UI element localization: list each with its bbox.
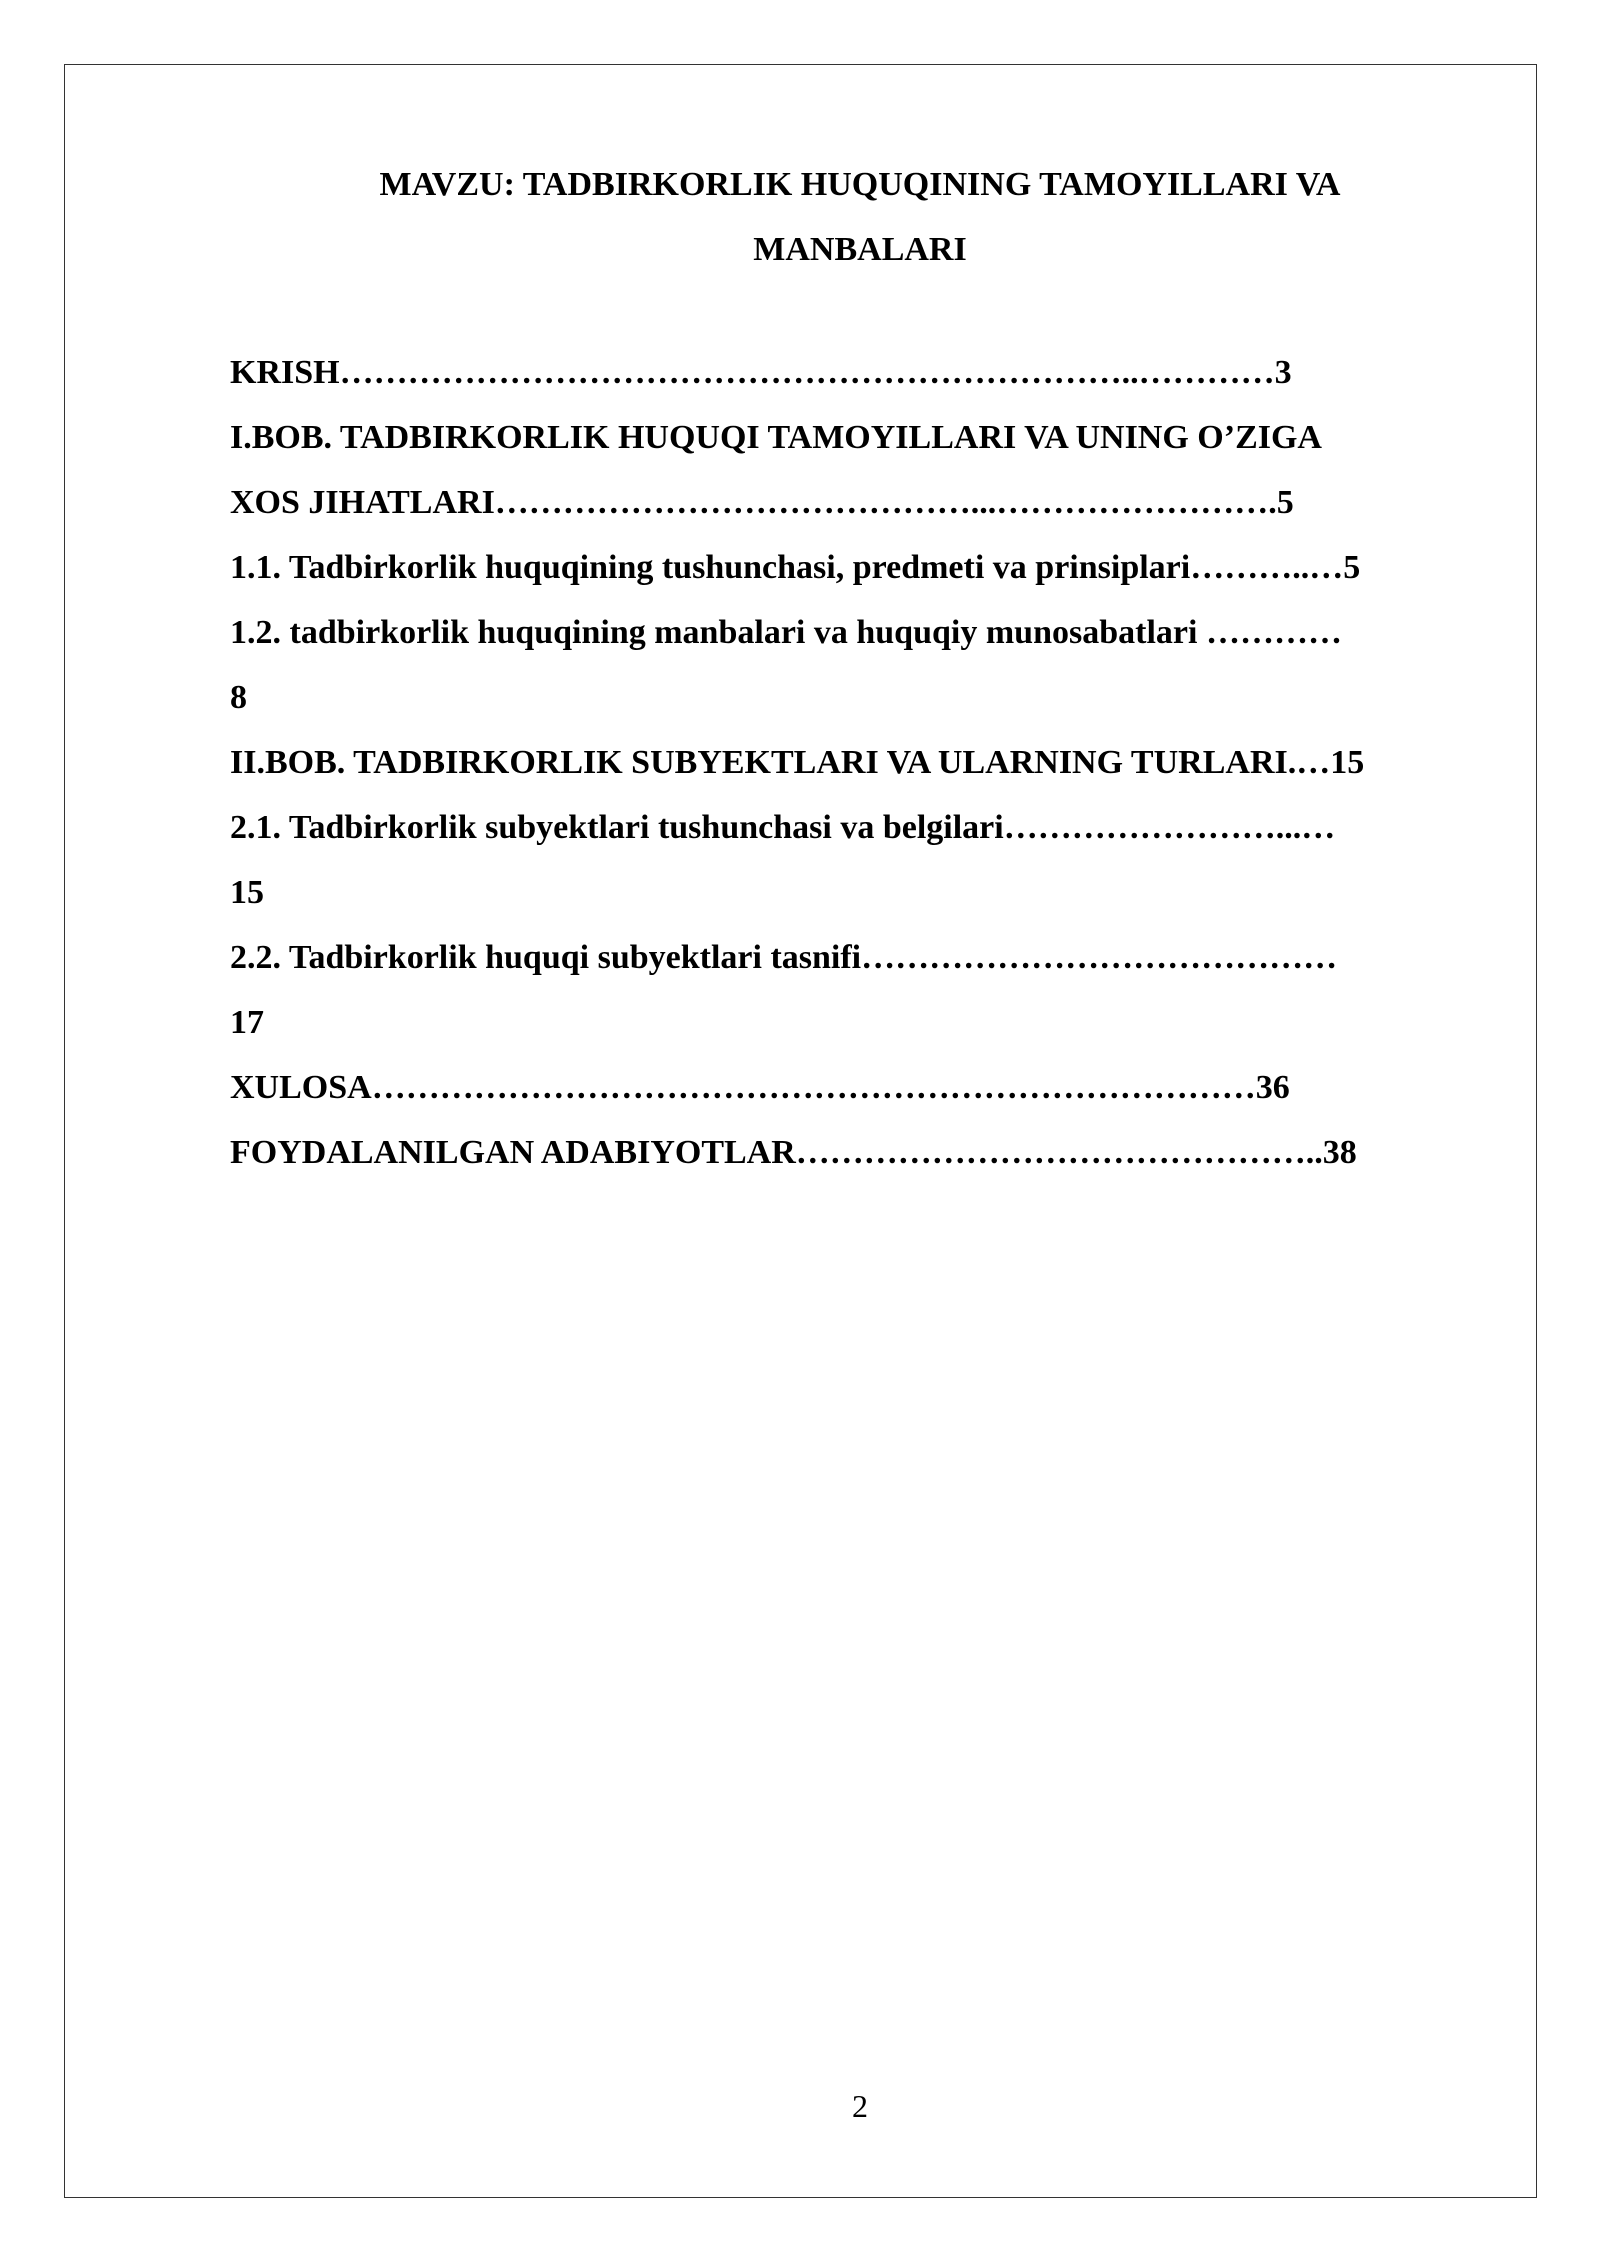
document-title bbox=[230, 152, 1490, 282]
toc-entry-xulosa: XULOSA……………………………………………………………………36 bbox=[230, 1069, 1290, 1106]
toc-entry-section-2-2: 2.2. Tadbirkorlik huquqi subyektlari tasnifi…………………………………… bbox=[230, 939, 1338, 976]
toc-entry-chapter-1-line-1: I.BOB. TADBIRKORLIK HUQUQI TAMOYILLARI VA UNING O’ZIGA bbox=[230, 419, 1322, 456]
toc-entry-section-2-2-page: 17 bbox=[230, 1004, 264, 1041]
toc-entry-references: FOYDALANILGAN ADABIYOTLAR………………………………………..38 bbox=[230, 1134, 1357, 1171]
title-line-2: MANBALARI bbox=[753, 231, 967, 268]
toc-entry-section-2-1: 2.1. Tadbirkorlik subyektlari tushunchasi va belgilari……………………...… bbox=[230, 809, 1336, 846]
page-number: 2 bbox=[852, 2088, 868, 2124]
toc-entry-section-2-1-page: 15 bbox=[230, 874, 264, 911]
toc-entry-section-1-1: 1.1. Tadbirkorlik huquqining tushunchasi, predmeti va prinsiplari………..…5 bbox=[230, 549, 1361, 586]
title-line-1: MAVZU: TADBIRKORLIK HUQUQINING TAMOYILLARI VA bbox=[379, 166, 1341, 203]
toc-entry-section-1-2: 1.2. tadbirkorlik huquqining manbalari va huquqiy munosabatlari ………… bbox=[230, 614, 1342, 651]
table-of-contents bbox=[230, 340, 1492, 1185]
toc-entry-section-1-2-page: 8 bbox=[230, 679, 247, 716]
toc-entry-krish: KRISH……………………………………………………………..…………3 bbox=[230, 354, 1292, 391]
toc-entry-chapter-2: II.BOB. TADBIRKORLIK SUBYEKTLARI VA ULARNING TURLARI.…15 bbox=[230, 744, 1365, 781]
toc-entry-chapter-1-line-2: XOS JIHATLARI……………………………………...…………………….5 bbox=[230, 484, 1294, 521]
